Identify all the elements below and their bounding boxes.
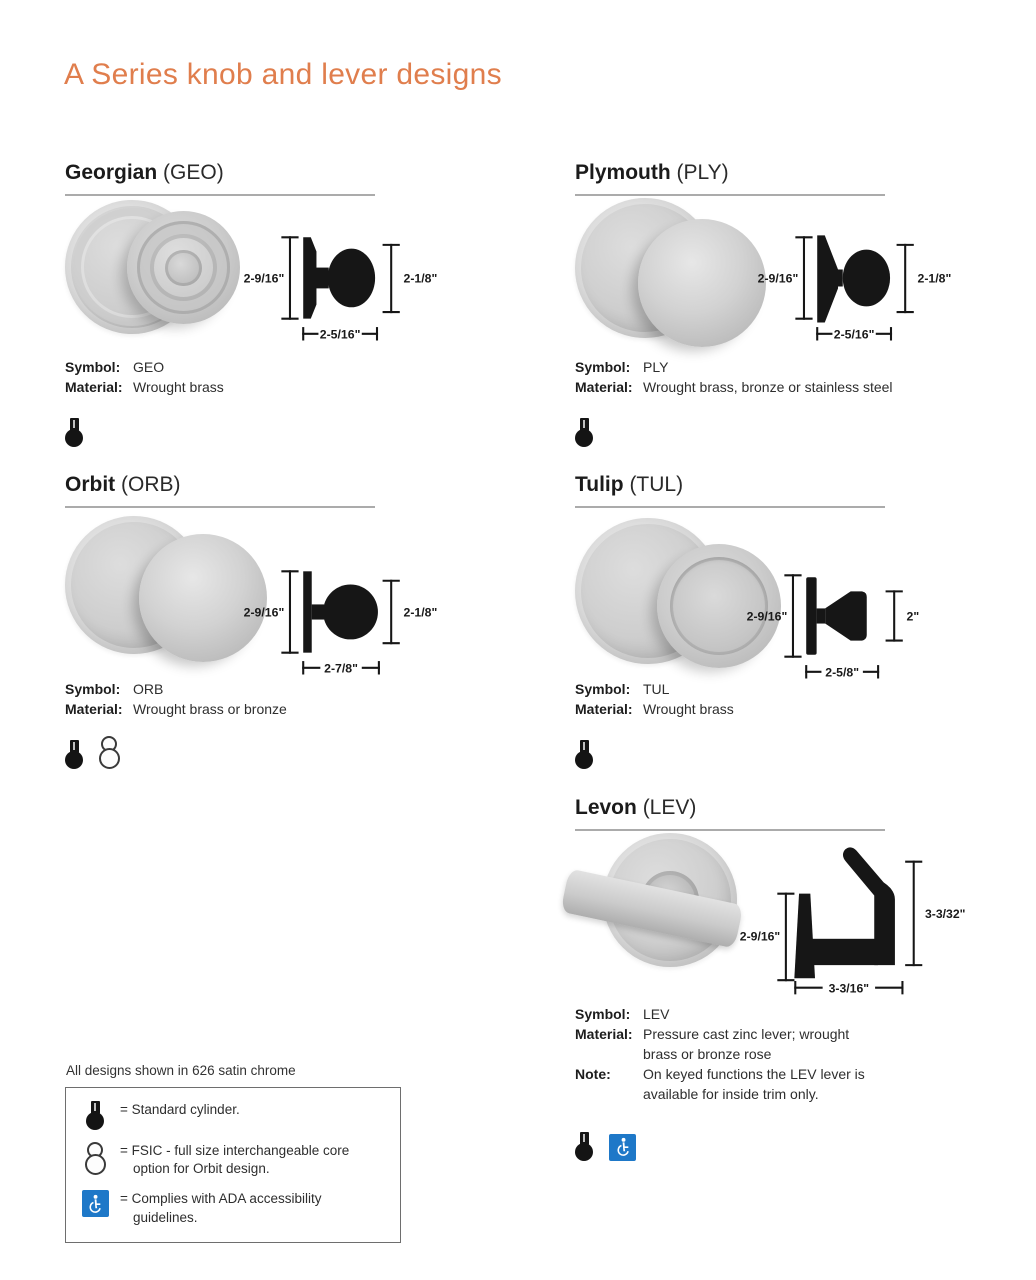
finish-note: All designs shown in 626 satin chrome — [66, 1063, 296, 1078]
design-code: (LEV) — [642, 796, 697, 819]
design-name: Plymouth — [575, 161, 671, 184]
ada-icon — [609, 1134, 636, 1161]
design-card-georgian — [65, 160, 438, 447]
tulip-dimension-diagram — [740, 562, 950, 692]
legend-item-ada — [80, 1190, 386, 1226]
plymouth-dimension-diagram — [751, 224, 961, 354]
symbol-label: Symbol: — [575, 681, 631, 698]
material-label: Material: — [65, 701, 123, 718]
design-name: Tulip — [575, 473, 624, 496]
symbol-value: TUL — [643, 681, 670, 698]
material-label: Material: — [575, 1026, 633, 1043]
standard-cylinder-icon — [575, 418, 593, 447]
orbit-dimension-diagram — [237, 558, 447, 688]
levon-dimension-diagram — [737, 839, 972, 1006]
levon-lever-photo — [575, 831, 745, 999]
knob-profile-silhouette — [806, 577, 867, 655]
symbol-label: Symbol: — [65, 681, 121, 698]
dim-label-bottom: 2-5/16" — [833, 327, 875, 342]
design-code: (ORB) — [121, 473, 181, 496]
fsic-icon — [85, 1142, 105, 1175]
symbol-value: LEV — [643, 1006, 670, 1023]
dim-label-right: 2" — [906, 609, 920, 624]
dim-label-right: 2-1/8" — [917, 271, 952, 286]
material-value: Wrought brass — [643, 701, 734, 718]
design-card-levon — [575, 795, 966, 1161]
legend-text: = FSIC - full size interchangeable core option for Orbit design. — [120, 1143, 350, 1177]
material-label: Material: — [575, 379, 633, 396]
dim-label-right: 2-1/8" — [403, 271, 438, 286]
knob-body — [127, 211, 240, 324]
design-name: Orbit — [65, 473, 116, 496]
legend-item-fsic — [80, 1142, 386, 1178]
dim-label-left: 2-9/16" — [739, 929, 781, 944]
knob-body — [638, 219, 766, 347]
georgian-dimension-diagram — [237, 224, 447, 354]
design-card-plymouth — [575, 160, 952, 447]
legend-text: = Complies with ADA accessibility guidelines. — [120, 1191, 322, 1225]
dim-label-bottom: 2-7/8" — [324, 661, 358, 676]
standard-cylinder-icon — [65, 740, 83, 769]
note-value: On keyed functions the LEV lever is available for inside trim only. — [643, 1065, 865, 1102]
standard-cylinder-icon — [575, 740, 593, 769]
plymouth-knob-photo — [575, 196, 780, 356]
standard-cylinder-icon — [86, 1101, 104, 1130]
page-title: A Series knob and lever designs — [64, 58, 502, 91]
lever-profile-silhouette — [794, 848, 895, 979]
design-heading — [65, 472, 375, 497]
design-card-tulip — [575, 472, 920, 769]
legend-item-standard-cylinder — [80, 1101, 386, 1130]
dim-label-right: 2-1/8" — [403, 605, 438, 620]
dim-label-left: 2-9/16" — [243, 605, 285, 620]
standard-cylinder-icon — [575, 1132, 593, 1161]
material-value: Wrought brass — [133, 379, 224, 396]
knob-profile-silhouette — [303, 237, 375, 318]
design-code: (GEO) — [163, 161, 224, 184]
knob-profile-silhouette — [817, 236, 890, 323]
dim-label-left: 2-9/16" — [746, 609, 788, 624]
symbol-label: Symbol: — [65, 359, 121, 376]
dim-label-left: 2-9/16" — [243, 271, 285, 286]
standard-cylinder-icon — [65, 418, 83, 447]
design-heading — [575, 795, 885, 820]
dim-label-right: 3-3/32" — [925, 907, 966, 922]
material-label: Material: — [575, 701, 633, 718]
ada-icon — [82, 1190, 109, 1217]
design-heading — [575, 160, 885, 185]
design-code: (PLY) — [676, 161, 729, 184]
legend-box — [65, 1087, 401, 1243]
note-label: Note: — [575, 1065, 611, 1082]
material-label: Material: — [65, 379, 123, 396]
symbol-label: Symbol: — [575, 1006, 631, 1023]
knob-profile-silhouette — [303, 571, 378, 652]
dim-label-left: 2-9/16" — [757, 271, 799, 286]
symbol-value: PLY — [643, 359, 669, 376]
material-value: Wrought brass, bronze or stainless steel — [643, 379, 893, 396]
design-name: Georgian — [65, 161, 158, 184]
legend-text: = Standard cylinder. — [120, 1102, 240, 1117]
fsic-icon — [99, 736, 119, 769]
symbol-value: GEO — [133, 359, 165, 376]
design-card-orbit — [65, 472, 438, 769]
dim-label-bottom: 3-3/16" — [828, 981, 870, 996]
material-value: Pressure cast zinc lever; wrought brass or bronze rose — [643, 1026, 850, 1062]
symbol-value: ORB — [133, 681, 164, 698]
design-heading — [65, 160, 375, 185]
material-value: Wrought brass or bronze — [133, 701, 287, 718]
dim-label-bottom: 2-5/8" — [825, 665, 860, 680]
symbol-label: Symbol: — [575, 359, 631, 376]
design-code: (TUL) — [629, 473, 684, 496]
design-name: Levon — [575, 796, 637, 819]
design-heading — [575, 472, 885, 497]
dim-label-bottom: 2-5/16" — [319, 327, 361, 342]
